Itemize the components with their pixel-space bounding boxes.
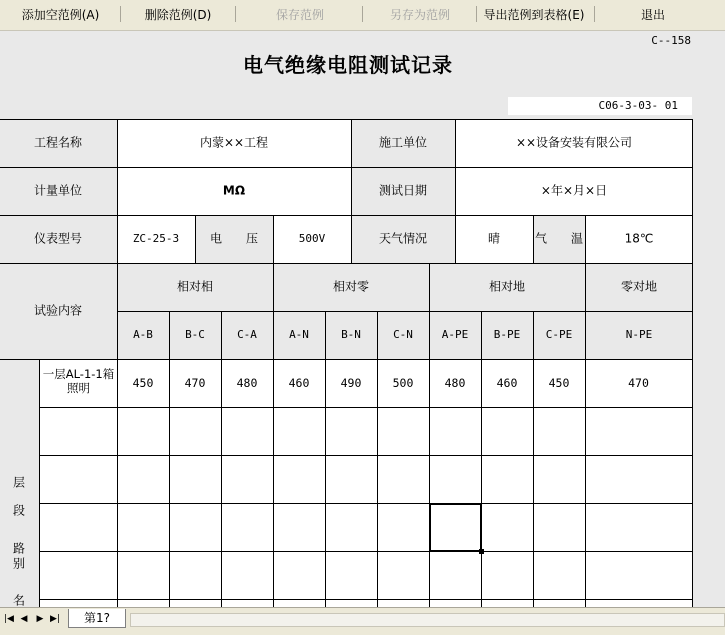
prev-sheet-icon[interactable]: ◀ [20, 614, 28, 624]
weather-value[interactable]: 晴 [487, 231, 501, 246]
serial-prefix: C06-3-03- [598, 99, 659, 112]
save-example-button[interactable]: 保存范例 [275, 8, 324, 22]
value-cell[interactable]: 460 [496, 376, 518, 390]
export-to-table-button[interactable]: 导出范例到表格(E) [483, 8, 585, 22]
value-cell[interactable]: 450 [132, 376, 154, 390]
project-name-value[interactable]: 内蒙××工程 [199, 135, 269, 150]
voltage-value[interactable]: 500V [298, 232, 326, 245]
value-cell[interactable]: 460 [288, 376, 310, 390]
first-sheet-icon[interactable]: |◀ [4, 614, 14, 624]
column-header: C-A [237, 328, 257, 341]
column-header: B-N [341, 328, 361, 341]
cell-fill-handle[interactable] [479, 549, 484, 554]
value-cell[interactable]: 470 [628, 376, 649, 390]
side-label-char: 段 [12, 503, 26, 518]
sheet-tab-bar [0, 607, 725, 635]
last-sheet-icon[interactable]: ▶| [50, 614, 60, 624]
group-phase-to-earth: 相对地 [488, 279, 526, 294]
test-content-label: 试验内容 [33, 303, 83, 318]
exit-button[interactable]: 退出 [640, 8, 665, 22]
toolbar-separator [235, 6, 236, 22]
project-name-label: 工程名称 [33, 135, 83, 150]
group-phase-to-neutral: 相对零 [332, 279, 370, 294]
instrument-value[interactable]: ZC-25-3 [132, 232, 180, 245]
form-code: C--158 [651, 34, 691, 47]
side-label-char: 名 [12, 593, 26, 607]
group-neutral-to-earth: 零对地 [620, 279, 658, 294]
column-header: B-C [185, 328, 205, 341]
side-label-char: 别 [12, 556, 26, 571]
toolbar-separator [120, 6, 121, 22]
column-header: C-PE [545, 328, 573, 341]
row-name-cell[interactable]: 一层AL-1-1箱照明 [42, 367, 115, 395]
column-header: A-PE [441, 328, 469, 341]
column-header: B-PE [493, 328, 521, 341]
document-title: 电气绝缘电阻测试记录 [243, 53, 453, 77]
value-cell[interactable]: 470 [184, 376, 206, 390]
group-phase-to-phase: 相对相 [176, 279, 214, 294]
save-as-example-button[interactable]: 另存为范例 [389, 8, 450, 22]
delete-example-button[interactable]: 删除范例(D) [144, 8, 212, 22]
voltage-label: 电 压 [209, 231, 259, 246]
side-label-char: 路 [12, 541, 26, 556]
sheet-tab[interactable]: 第1? [68, 609, 126, 628]
toolbar-separator [476, 6, 477, 22]
horizontal-scrollbar[interactable] [130, 613, 725, 627]
value-cell[interactable]: 480 [444, 376, 466, 390]
table-row [117, 360, 692, 407]
side-label-char: 层 [12, 475, 26, 490]
record-grid [0, 31, 725, 607]
toolbar-separator [594, 6, 595, 22]
toolbar-separator [362, 6, 363, 22]
unit-value[interactable]: MΩ [222, 183, 246, 198]
next-sheet-icon[interactable]: ▶ [36, 614, 44, 624]
spreadsheet-area [0, 31, 725, 607]
test-date-value[interactable]: ×年×月×日 [540, 183, 608, 198]
test-date-label: 测试日期 [378, 183, 428, 198]
serial-no: 01 [664, 99, 678, 112]
toolbar [0, 0, 725, 31]
value-cell[interactable]: 490 [340, 376, 362, 390]
value-cell[interactable]: 480 [236, 376, 258, 390]
instrument-label: 仪表型号 [33, 231, 83, 246]
column-header: N-PE [625, 328, 653, 341]
temperature-value[interactable]: 18℃ [624, 231, 654, 246]
add-example-button[interactable]: 添加空范例(A) [21, 8, 100, 22]
weather-label: 天气情况 [378, 231, 428, 246]
value-cell[interactable]: 450 [548, 376, 570, 390]
column-header: A-B [133, 328, 153, 341]
unit-label: 计量单位 [33, 183, 83, 198]
temperature-label: 气 温 [534, 231, 584, 246]
construction-unit-value[interactable]: ××设备安装有限公司 [515, 135, 633, 150]
construction-unit-label: 施工单位 [378, 135, 428, 150]
column-header: A-N [289, 328, 309, 341]
column-header: C-N [393, 328, 413, 341]
value-cell[interactable]: 500 [392, 376, 414, 390]
